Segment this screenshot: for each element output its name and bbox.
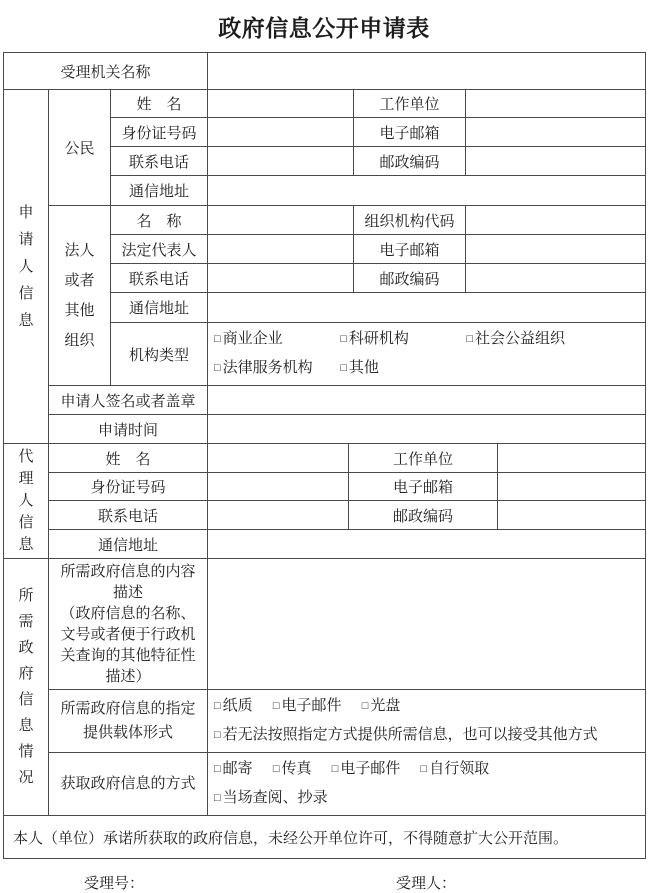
citizen-email-label: 电子邮箱 [354,118,466,147]
checkbox-icon: □ [420,763,428,775]
citizen-name-label: 姓 名 [111,90,208,118]
checkbox-icon: □ [466,333,474,345]
citizen-id-input[interactable] [208,118,354,147]
info-request-section-table [3,558,646,816]
agent-id-input[interactable] [208,473,349,501]
checkbox-option-other-org[interactable]: □ 其他 [340,359,379,376]
citizen-address-label: 通信地址 [111,176,208,206]
section-label-info-request: 所需政府信息情况 [4,559,49,816]
citizen-email-input[interactable] [466,118,646,147]
agent-name-input[interactable] [208,444,349,473]
checkbox-icon: □ [340,333,347,345]
checkbox-icon: □ [361,700,369,712]
checkbox-option-mail[interactable]: □ 邮寄 [214,760,253,777]
citizen-phone-input[interactable] [208,147,354,176]
accepting-org-input[interactable] [208,53,646,90]
org-address-input[interactable] [208,293,646,323]
accepting-org-label: 受理机关名称 [4,53,208,90]
carrier-label: 所需政府信息的指定提供载体形式 [49,690,208,753]
form-table [3,52,645,859]
group-label-organization: 法人或者其他组织 [49,206,111,386]
agent-address-input[interactable] [208,530,646,559]
checkbox-option-self-pickup[interactable]: □ 自行领取 [420,760,490,777]
org-code-input[interactable] [466,206,646,235]
agent-name-label: 姓 名 [49,444,208,473]
apply-date-input[interactable] [208,415,646,444]
citizen-id-label: 身份证号码 [111,118,208,147]
agent-phone-input[interactable] [208,501,349,530]
checkbox-icon: □ [214,700,221,712]
group-label-citizen: 公民 [49,90,111,206]
agent-email-label: 电子邮箱 [349,473,498,501]
apply-date-label: 申请时间 [49,415,208,444]
acceptance-number-label: 受理号： [84,875,145,892]
checkbox-icon: □ [272,763,280,775]
org-address-label: 通信地址 [111,293,208,323]
checkbox-option-onsite-read[interactable]: □ 当场查阅、抄录 [214,789,328,806]
org-name-label: 名 称 [111,206,208,235]
org-name-input[interactable] [208,206,354,235]
checkbox-icon: □ [340,362,347,374]
checkbox-option-public-welfare[interactable]: □ 社会公益组织 [466,330,566,347]
citizen-name-input[interactable] [208,90,354,118]
method-options-line2 [214,784,643,813]
org-type-options-line2 [214,354,643,383]
carrier-options-line1 [214,692,643,721]
agent-id-label: 身份证号码 [49,473,208,501]
checkbox-icon: □ [272,700,280,712]
checkbox-option-fax[interactable]: □ 传真 [272,760,312,777]
checkbox-option-email-carrier[interactable]: □ 电子邮件 [272,697,342,714]
org-type-options-line1 [214,325,643,354]
agent-phone-label: 联系电话 [49,501,208,530]
checkbox-icon: □ [214,792,221,804]
checkbox-option-accept-other[interactable]: □ 若无法按照指定方式提供所需信息，也可以接受其他方式 [214,726,598,743]
checkbox-option-commercial[interactable]: □ 商业企业 [214,330,283,347]
org-type-label: 机构类型 [111,323,208,386]
org-phone-label: 联系电话 [111,264,208,293]
signature-label: 申请人签名或者盖章 [49,386,208,415]
section-label-agent: 代理人信息 [4,444,49,559]
checkbox-option-legal-service[interactable]: □ 法律服务机构 [214,359,313,376]
checkbox-option-cd[interactable]: □ 光盘 [361,697,401,714]
agent-section-table [3,443,646,559]
checkbox-icon: □ [214,763,221,775]
footer-line [0,872,648,893]
carrier-options [208,690,646,753]
declaration-table [3,815,646,859]
acceptor-label: 受理人： [396,875,457,892]
agent-email-input[interactable] [498,473,646,501]
method-label: 获取政府信息的方式 [49,753,208,816]
org-legal-rep-label: 法定代表人 [111,235,208,264]
checkbox-option-email-method[interactable]: □ 电子邮件 [331,760,401,777]
org-type-options [208,323,646,386]
org-code-label: 组织机构代码 [354,206,466,235]
content-desc-label: 所需政府信息的内容描述 （政府信息的名称、文号或者便于行政机关查询的其他特征性描述） [49,559,208,690]
declaration-text: 本人（单位）承诺所获取的政府信息，未经公开单位许可，不得随意扩大公开范围。 [4,816,646,859]
method-options-line1 [214,755,643,784]
application-form-page [0,10,648,892]
agent-postcode-input[interactable] [498,501,646,530]
citizen-postcode-label: 邮政编码 [354,147,466,176]
agent-postcode-label: 邮政编码 [349,501,498,530]
content-desc-input[interactable] [208,559,646,690]
org-phone-input[interactable] [208,264,354,293]
page-title: 政府信息公开申请表 [218,15,430,41]
org-legal-rep-input[interactable] [208,235,354,264]
citizen-address-input[interactable] [208,176,646,206]
method-options [208,753,646,816]
citizen-phone-label: 联系电话 [111,147,208,176]
checkbox-option-research[interactable]: □ 科研机构 [340,330,409,347]
signature-input[interactable] [208,386,646,415]
agent-work-unit-label: 工作单位 [349,444,498,473]
agent-address-label: 通信地址 [49,530,208,559]
agent-work-unit-input[interactable] [498,444,646,473]
checkbox-icon: □ [214,362,221,374]
citizen-postcode-input[interactable] [466,147,646,176]
checkbox-icon: □ [214,729,221,741]
checkbox-option-paper[interactable]: □ 纸质 [214,697,253,714]
checkbox-icon: □ [214,333,221,345]
org-email-input[interactable] [466,235,646,264]
org-postcode-label: 邮政编码 [354,264,466,293]
applicant-section-table [3,52,646,444]
citizen-work-unit-label: 工作单位 [354,90,466,118]
org-email-label: 电子邮箱 [354,235,466,264]
org-postcode-input[interactable] [466,264,646,293]
citizen-work-unit-input[interactable] [466,90,646,118]
checkbox-icon: □ [331,763,339,775]
section-label-applicant: 申请人信息 [4,90,49,444]
carrier-options-line2 [214,721,643,750]
